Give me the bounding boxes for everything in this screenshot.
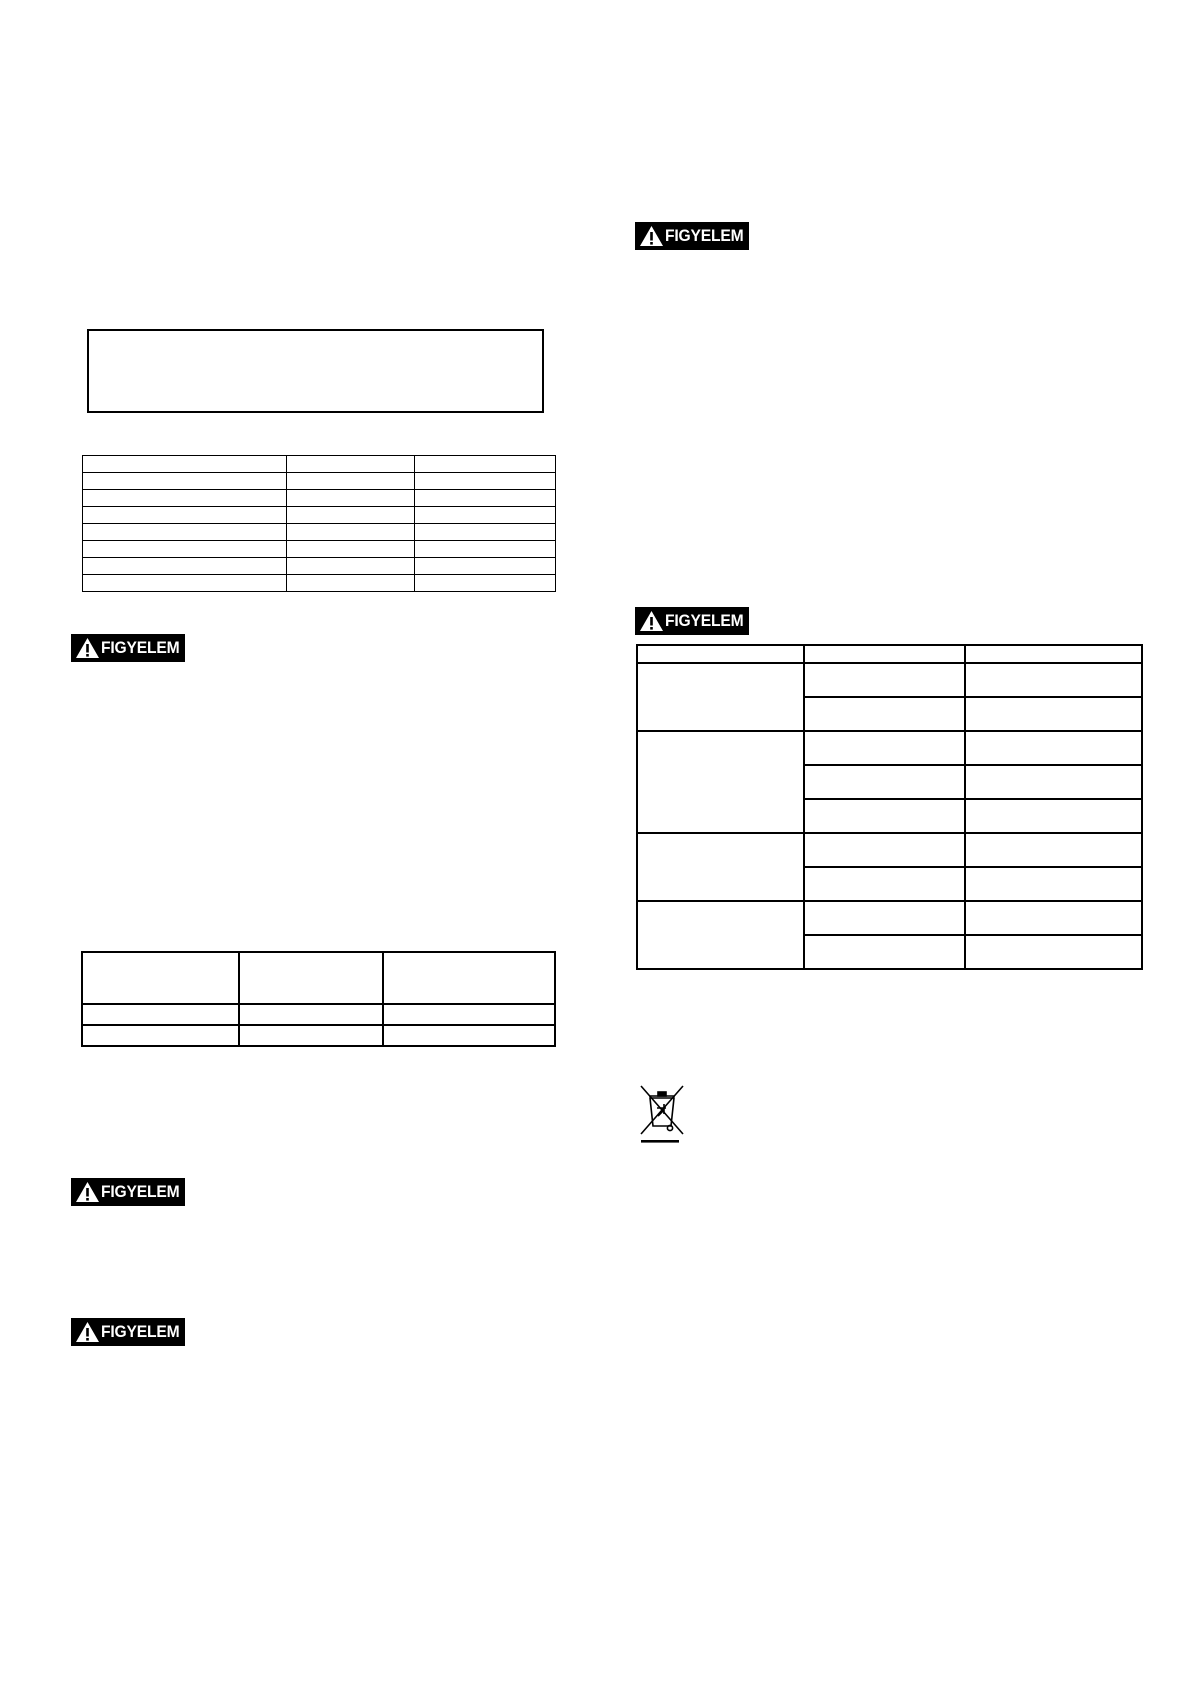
table-row bbox=[83, 524, 556, 541]
table-row bbox=[83, 490, 556, 507]
warning-badge bbox=[635, 607, 749, 635]
table-row bbox=[83, 507, 556, 524]
table-row bbox=[637, 663, 1142, 697]
warning-triangle-icon bbox=[639, 225, 664, 247]
warning-triangle-icon bbox=[639, 610, 664, 632]
warning-label: FIGYELEM bbox=[101, 1322, 180, 1341]
warning-triangle-icon bbox=[75, 1321, 100, 1343]
crossed-out-wheelie-bin-icon bbox=[637, 1082, 687, 1146]
warning-label: FIGYELEM bbox=[101, 638, 180, 657]
table-row bbox=[82, 1025, 555, 1046]
table-row bbox=[637, 645, 1142, 663]
note-box bbox=[87, 329, 544, 413]
table-row bbox=[82, 952, 555, 1004]
table-row bbox=[83, 473, 556, 490]
warning-badge bbox=[635, 222, 749, 250]
table-row bbox=[83, 541, 556, 558]
table-row bbox=[83, 456, 556, 473]
warning-triangle-icon bbox=[75, 637, 100, 659]
table-row bbox=[637, 833, 1142, 867]
warning-label: FIGYELEM bbox=[665, 611, 744, 630]
table-row bbox=[83, 558, 556, 575]
warning-label: FIGYELEM bbox=[665, 226, 744, 245]
troubleshoot-table bbox=[636, 644, 1143, 970]
warning-triangle-icon bbox=[75, 1181, 100, 1203]
table-row bbox=[637, 901, 1142, 935]
warning-badge bbox=[71, 634, 185, 662]
warning-label: FIGYELEM bbox=[101, 1182, 180, 1201]
table-row bbox=[637, 731, 1142, 765]
small-table bbox=[81, 951, 556, 1047]
spec-table bbox=[82, 455, 556, 592]
table-row bbox=[82, 1004, 555, 1025]
warning-badge bbox=[71, 1178, 185, 1206]
warning-badge bbox=[71, 1318, 185, 1346]
table-row bbox=[83, 575, 556, 592]
